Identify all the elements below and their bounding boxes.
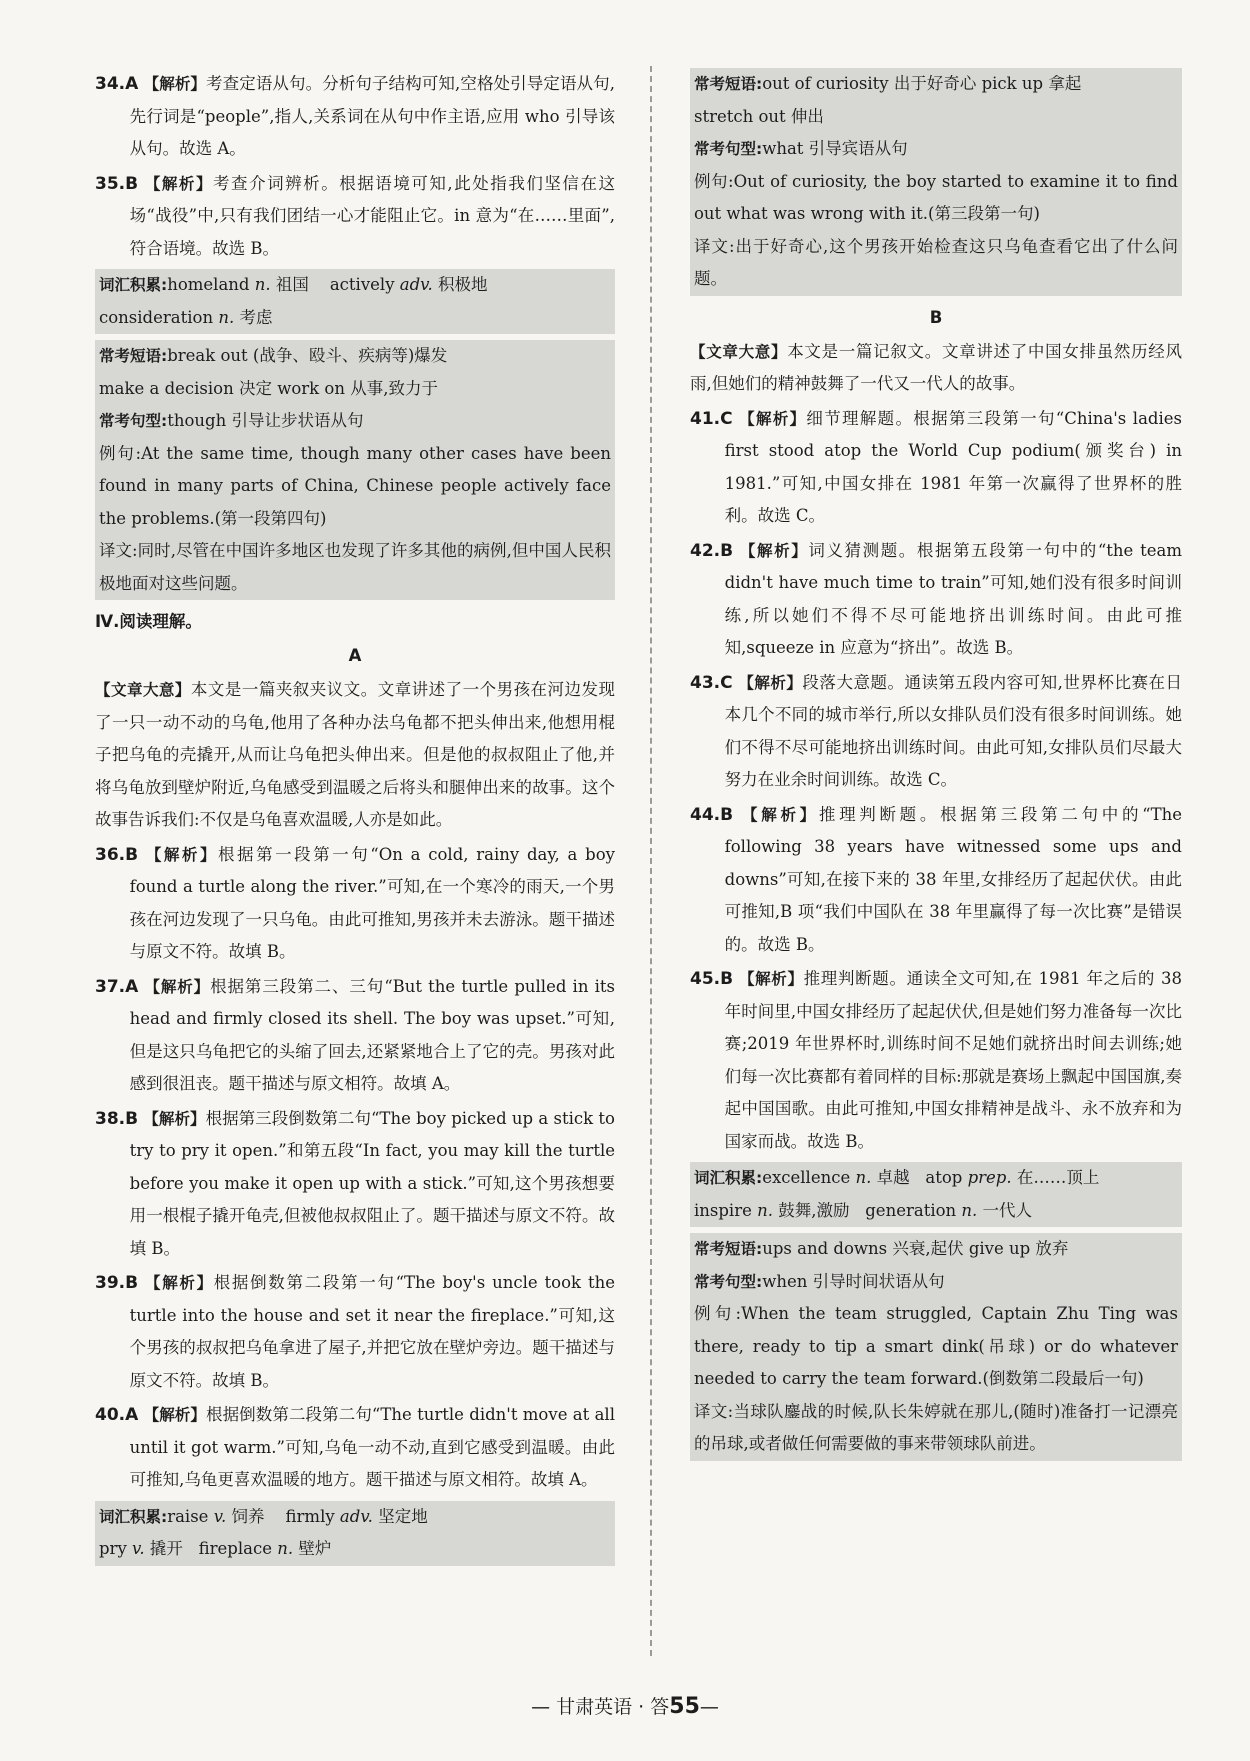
translation-text: 出于好奇心,这个男孩开始检查这只乌龟查看它出了什么问题。 xyxy=(694,236,1179,288)
pattern-row xyxy=(694,1266,1178,1299)
vocab-word: atop xyxy=(925,1168,963,1187)
notes-box-45 xyxy=(690,1162,1182,1227)
column-divider xyxy=(650,66,652,1656)
phrase-text: stretch out 伸出 xyxy=(694,106,824,126)
phrase-label: 常考短语: xyxy=(99,347,168,365)
answer-number: 39.B xyxy=(95,1273,139,1293)
answer-number: 41.C xyxy=(690,408,733,429)
answer-number: 36.B xyxy=(95,844,139,865)
phrase-text: out of curiosity 出于好奇心 pick up 拿起 xyxy=(762,74,1082,93)
vocab-word: fireplace xyxy=(198,1539,272,1558)
passage-label-b: B xyxy=(929,307,943,327)
summary-a xyxy=(95,674,615,837)
analysis-tag: 【解析】 xyxy=(143,1406,206,1424)
answer-text: 根据第三段第二、三句“But the turtle pulled in its head and firmly closed its shell. The boy was upset.”可知,但是这只乌龟把它的头缩了回去,还紧紧地合上了它的壳。男孩对此感到很沮丧。题干描述与原文相符。故填 A。 xyxy=(129,976,615,1093)
translation-label: 译文: xyxy=(99,541,138,560)
page-footer xyxy=(0,1692,1250,1719)
analysis-tag: 【解析】 xyxy=(738,970,804,988)
page-number: 55 xyxy=(669,1694,700,1719)
summary-b xyxy=(690,336,1182,401)
vocab-pos: v. xyxy=(132,1539,145,1558)
answer-number: 40.A xyxy=(95,1405,139,1425)
analysis-tag: 【解析】 xyxy=(738,673,803,692)
summary-text: 本文是一篇记叙文。文章讲述了中国女排虽然历经风雨,但她们的精神鼓舞了一代又一代人的故事。 xyxy=(690,341,1182,393)
vocab-word: pry xyxy=(99,1539,127,1558)
analysis-tag: 【解析】 xyxy=(143,1109,206,1128)
vocab-pos: n. xyxy=(757,1200,773,1220)
pattern-row xyxy=(99,405,611,438)
left-column xyxy=(95,68,615,1572)
vocab-meaning: 撬开 xyxy=(149,1539,183,1558)
phrase-label: 常考短语: xyxy=(694,1240,763,1258)
summary-text: 本文是一篇夹叙夹议文。文章讲述了一个男孩在河边发现了一只一动不动的乌龟,他用了各种办法乌龟都不把头伸出来,他想用棍子把乌龟的壳撬开,从而让乌龟把头伸出来。但是他的叔叔阻止了他,并将乌龟放到壁炉附近,乌龟感受到温暖之后将头和腿伸出来的故事。这个故事告诉我们:不仅是乌龟喜欢温暖,人亦是如此。 xyxy=(95,680,615,829)
pattern-text: when 引导时间状语从句 xyxy=(762,1271,945,1291)
example-text: When the team struggled, Captain Zhu Ting was there, ready to tip a smart dink(吊球) or do whatever needed to carry the team forward.(倒数第二段最后一句) xyxy=(694,1304,1178,1388)
answer-34 xyxy=(95,68,615,166)
vocab-meaning: 考虑 xyxy=(239,307,273,327)
pattern-text: though 引导让步状语从句 xyxy=(167,411,364,430)
translation-label: 译文: xyxy=(694,1401,734,1421)
vocab-row xyxy=(694,1162,1178,1227)
vocab-pos: v. xyxy=(213,1506,227,1526)
translation-row xyxy=(99,535,611,600)
vocab-pos: n. xyxy=(218,307,235,327)
vocab-pos: adv. xyxy=(339,1506,373,1526)
footer-suffix: — xyxy=(699,1696,719,1718)
answer-text: 细节理解题。根据第三段第一句“China's ladies first stood atop the World Cup podium(颁奖台) in 1981.”可知,中国女排在 1981 年第一次赢得了世界杯的胜利。故选 C。 xyxy=(724,408,1182,525)
example-row xyxy=(694,1298,1178,1396)
answer-41 xyxy=(690,403,1182,533)
vocab-meaning: 鼓舞,激励 xyxy=(778,1200,850,1220)
vocab-word: inspire xyxy=(694,1200,752,1220)
example-text: Out of curiosity, the boy started to examine it to find out what was wrong with it.(第三段第一句) xyxy=(694,171,1178,223)
answer-text: 根据倒数第二段第二句“The turtle didn't move at all until it got warm.”可知,乌龟一动不动,直到它感受到温暖。由此可推知,乌龟更喜欢温暖的地方。题干描述与原文相符。故填 A。 xyxy=(129,1405,615,1489)
vocab-meaning: 饲养 xyxy=(231,1506,265,1526)
answer-35 xyxy=(95,168,615,266)
translation-text: 当球队鏖战的时候,队长朱婷就在那儿,(随时)准备打一记漂亮的吊球,或者做任何需要做的事来带领球队前进。 xyxy=(694,1401,1178,1453)
answer-44 xyxy=(690,799,1182,962)
vocab-label: 词汇积累: xyxy=(99,276,168,294)
answer-text: 考查介词辨析。根据语境可知,此处指我们坚信在这场“战役”中,只有我们团结一心才能阻止它。in 意为“在……里面”,符合语境。故选 B。 xyxy=(129,173,615,258)
example-label: 例句: xyxy=(694,1304,742,1323)
analysis-tag: 【解析】 xyxy=(143,75,207,93)
notes-box-35 xyxy=(95,269,615,334)
vocab-word: consideration xyxy=(99,307,214,327)
answer-number: 38.B xyxy=(95,1108,139,1129)
answer-text: 根据第一段第一句“On a cold, rainy day, a boy found a turtle along the river.”可知,在一个寒冷的雨天,一个男孩在河边发现了一只乌龟。由此可推知,男孩并未去游泳。题干描述与原文不符。故填 B。 xyxy=(129,844,615,961)
vocab-word: actively xyxy=(329,275,395,294)
vocab-word: homeland xyxy=(167,275,250,294)
answer-40 xyxy=(95,1399,615,1497)
footer-prefix: — 甘肃英语 · 答 xyxy=(531,1696,670,1718)
section-heading: Ⅳ.阅读理解。 xyxy=(95,612,202,631)
analysis-tag: 【解析】 xyxy=(145,845,218,864)
answer-text: 词义猜测题。根据第五段第一句中的“the team didn't have much time to train”可知,她们没有很多时间训练,所以她们不得不尽可能地挤出训练时间。由此可推知,squeeze in 应意为“挤出”。故选 B。 xyxy=(724,540,1182,657)
answer-38 xyxy=(95,1103,615,1266)
translation-label: 译文: xyxy=(694,236,735,256)
answer-42 xyxy=(690,535,1182,665)
phrases-box-45 xyxy=(690,1233,1182,1461)
answer-number: 43.C xyxy=(690,672,733,693)
translation-row xyxy=(694,231,1178,296)
answer-number: 37.A xyxy=(95,976,139,997)
vocab-meaning: 积极地 xyxy=(438,275,488,294)
example-row xyxy=(694,166,1178,231)
answer-text: 推理判断题。根据第三段第二句中的“The following 38 years have witnessed some ups and downs”可知,在接下来的 38 年里,女排经历了起起伏伏。由此可推知,B 项“我们中国队在 38 年里赢得了每一次比赛”是错误的。故选 B。 xyxy=(724,804,1182,954)
translation-row xyxy=(694,1396,1178,1461)
answer-39 xyxy=(95,1267,615,1397)
vocab-meaning: 壁炉 xyxy=(298,1539,332,1558)
answer-text: 根据第三段倒数第二句“The boy picked up a stick to try to pry it open.”和第五段“In fact, you may kill the turtle before you make it open up with a stick.”可知,这个男孩想要用一根棍子撬开龟壳,但被他叔叔阻止了。题干描述与原文不符。故填 B。 xyxy=(129,1108,615,1258)
phrase-text: ups and downs 兴衰,起伏 give up 放弃 xyxy=(762,1239,1069,1258)
answer-text: 根据倒数第二段第一句“The boy's uncle took the turtle into the house and set it near the fireplace.”可知,这个男孩的叔叔把乌龟拿进了屋子,并把它放在壁炉旁边。题干描述与原文不符。故填 B。 xyxy=(129,1273,615,1390)
vocab-word: excellence xyxy=(762,1168,851,1187)
vocab-label: 词汇积累: xyxy=(99,1507,168,1526)
answer-number: 34.A xyxy=(95,74,139,94)
phrases-box-35 xyxy=(95,340,615,600)
vocab-row xyxy=(99,1501,611,1566)
vocab-meaning: 一代人 xyxy=(982,1200,1033,1220)
answer-number: 44.B xyxy=(690,804,734,825)
answer-text: 段落大意题。通读第五段内容可知,世界杯比赛在日本几个不同的城市举行,所以女排队员们没有很多时间训练。她们不得不尽可能地挤出训练时间。由此可知,女排队员们尽最大努力在业余时间训练。故选 C。 xyxy=(724,672,1182,789)
vocab-pos: adv. xyxy=(399,275,433,294)
notes-box-40 xyxy=(95,1501,615,1566)
vocab-meaning: 祖国 xyxy=(275,275,309,294)
phrase-text: make a decision 决定 work on 从事,致力于 xyxy=(99,378,438,398)
passage-label-a: A xyxy=(348,646,362,665)
summary-tag: 【文章大意】 xyxy=(95,681,191,699)
pattern-label: 常考句型: xyxy=(694,140,763,158)
pattern-text: what 引导宾语从句 xyxy=(762,139,908,158)
answer-number: 45.B xyxy=(690,969,734,989)
analysis-tag: 【解析】 xyxy=(739,409,807,428)
analysis-tag: 【解析】 xyxy=(739,541,809,560)
phrase-label: 常考短语: xyxy=(694,75,763,93)
phrase-text: break out (战争、殴斗、疾病等)爆发 xyxy=(167,346,448,365)
phrase-row xyxy=(694,68,1178,133)
answer-36 xyxy=(95,839,615,969)
notes-box-top xyxy=(690,68,1182,296)
phrase-row xyxy=(99,340,611,405)
answer-number: 42.B xyxy=(690,540,734,561)
vocab-meaning: 卓越 xyxy=(876,1168,910,1187)
vocab-label: 词汇积累: xyxy=(694,1169,763,1187)
vocab-word: firmly xyxy=(285,1506,335,1526)
summary-tag: 【文章大意】 xyxy=(690,342,788,361)
pattern-label: 常考句型: xyxy=(694,1272,763,1291)
translation-text: 同时,尽管在中国许多地区也发现了许多其他的病例,但中国人民积极地面对这些问题。 xyxy=(99,541,611,593)
vocab-meaning: 在……顶上 xyxy=(1016,1168,1100,1187)
vocab-word: generation xyxy=(865,1200,957,1220)
answer-text: 推理判断题。通读全文可知,在 1981 年之后的 38 年时间里,中国女排经历了起起伏伏,但是她们努力准备每一次比赛;2019 年世界杯时,训练时间不足她们就挤出时间去训练;她们每一次比赛都有着同样的目标:那就是赛场上飘起中国国旗,奏起中国国歌。由此可推知,中国女排精神是战斗、永不放弃和为国家而战。故选 B。 xyxy=(724,969,1182,1151)
answer-number: 35.B xyxy=(95,173,139,194)
analysis-tag: 【解析】 xyxy=(145,1274,214,1292)
analysis-tag: 【解析】 xyxy=(144,977,211,996)
vocab-pos: prep. xyxy=(967,1168,1012,1187)
vocab-pos: n. xyxy=(855,1168,872,1187)
vocab-pos: n. xyxy=(254,275,271,294)
vocab-pos: n. xyxy=(277,1539,294,1558)
example-row xyxy=(99,438,611,536)
example-label: 例句: xyxy=(694,171,734,191)
analysis-tag: 【解析】 xyxy=(742,805,819,824)
answer-37 xyxy=(95,971,615,1101)
example-label: 例句: xyxy=(99,443,142,463)
pattern-label: 常考句型: xyxy=(99,412,168,430)
right-column xyxy=(690,68,1182,1467)
analysis-tag: 【解析】 xyxy=(144,174,213,193)
answer-45 xyxy=(690,963,1182,1158)
vocab-row xyxy=(99,269,611,334)
example-text: At the same time, though many other cases have been found in many parts of China, Chinese people actively face the problems.(第一段第四句) xyxy=(99,443,611,528)
phrase-row xyxy=(694,1233,1178,1266)
pattern-row xyxy=(694,133,1178,166)
answer-43 xyxy=(690,667,1182,797)
vocab-meaning: 坚定地 xyxy=(378,1506,428,1526)
answer-text: 考查定语从句。分析句子结构可知,空格处引导定语从句,先行词是“people”,指人,关系词在从句中作主语,应用 who 引导该从句。故选 A。 xyxy=(129,74,615,158)
vocab-word: raise xyxy=(167,1506,209,1526)
vocab-pos: n. xyxy=(961,1200,978,1220)
